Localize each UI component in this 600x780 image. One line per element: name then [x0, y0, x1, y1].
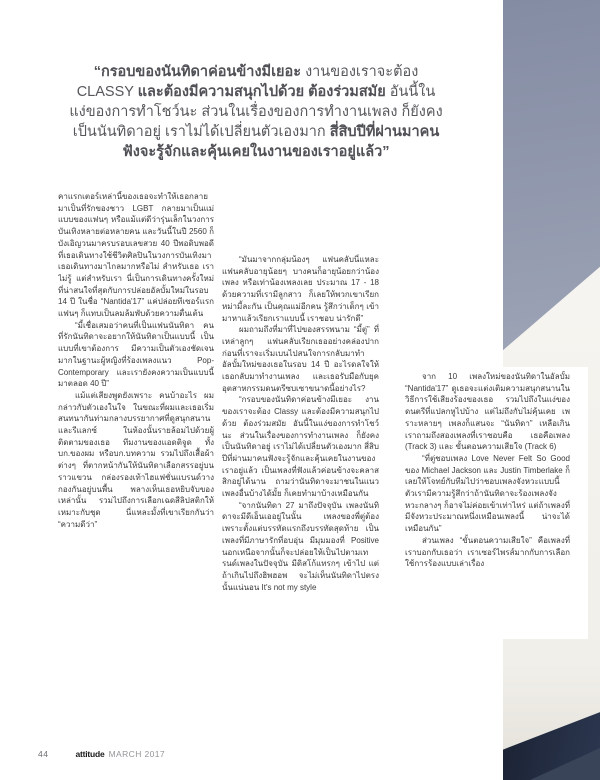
body-column-3	[405, 371, 570, 635]
pull-quote-bold-segment: ฟังจะรู้จักและคุ้นเคยในงานของเราอยู่แล้ว”	[122, 144, 390, 160]
body-paragraph: “มี้เชื่อเสมอว่าคนที่เป็นแฟนนันทิดา คนที่รักนันทิดาจะอยากให้นันทิดาเป็นแบบนี้ เป็นแบบที่เขาต้องการ มีความเป็นตัวเองชัดเจนมากในฐานะผู้หญิงที่ร้องเพลงแนว Pop-Contemporary และเรายังคงความเป็นแบบนี้มาตลอด 40 ปี”	[58, 320, 214, 389]
pull-quote-segment: อันนี้ใน	[389, 84, 436, 100]
body-paragraph: “มันมาจากกลุ่มน้องๆ แฟนคลับนี่แหละ แฟนคลับอายุน้อยๆ บางคนก็อายุน้อยกว่าน้องเพลง หรือเท่าน้องเพลงเลย ประมาณ 17 - 18 ด้วยความที่เรามีลูกสาว ก็เลยให้พวกเขาเรียกหม่ามี้ละกัน เป็นคุณแม่อีกคน รู้สึกว่าเด็กๆ เข้ามาหาแล้วเรียกเราแบบนี้ เราชอบ น่ารักดี”	[222, 255, 379, 323]
body-paragraph: “จากนันทิดา 27 มาถึงปัจจุบัน เพลงนันทิดาจะมีดีเอ็นเออยู่ในนั้น เพลงของพี่ตู่ต้องเพราะตั้งแต่บรรทัดแรกถึงบรรทัดสุดท้าย เป็นเพลงที่มีภาษารักที่อบอุ่น มีมุมมองที่ Positive นอกเหนือจากนั้นก็จะปล่อยให้เป็นไปตามเทรนด์เพลงในปัจจุบัน มีดิสโก้แทรกๆ เข้าไป แต่ถ้าเกินไปถึงฮิพฮอพ จะไม่เห็นนันทิดาไปตรงนั้นแน่นอน It's not my style	[222, 500, 379, 592]
body-paragraph: คาแรกเตอร์เหล่านี้ของเธอจะทำให้เธอกลายมาเป็นที่รักของชาว LGBT กลายมาเป็นแม่แบบของแฟนๆ หรือแม้แต่ดีว่ารุ่นเล็กในวงการบันเทิงหลายต่อหลายคน และวันนี้ในปี 2560 ก็บังเอิญวนมาครบรอบเลขสวย 40 ปีพอดิบพอดีที่เธอเดินทางใช้ชีวิตศิลปินในวงการบันเทิงมา เธอเดินทางมาไกลมากหรือไม่ สำหรับเธอ เราไม่รู้ แต่สำหรับเรา นี่เป็นการเดินทางครั้งใหม่ที่น่าสนใจที่สุดกับการปล่อยอัลบั้มใหม่ในรอบ 14 ปี ในชื่อ “Nantida'17” แค่ปล่อยทีเซอร์แรก แฟนๆ ก็แทบเป็นลมล้มพับด้วยความตื่นเต้น	[58, 192, 214, 319]
body-paragraph: จาก 10 เพลงใหม่ของนันทิดาในอัลบั้ม “Nantida'17” ดูเธอจะแต่งเติมความสนุกสนานในวิธีการใช้เสียงร้องของเธอ รวมไปถึงในแง่ของดนตรีที่แปลกหูไปบ้าง แต่ไม่ถึงกับไม่คุ้นเคย เพราะหลายๆ เพลงก็แสนจะ “นันทิดา” เหลือเกิน เราถามถึงสองเพลงที่เราชอบคือ เธอคือเพลง (Track 3) และ ขั้นตอนความเสียใจ (Track 6)	[405, 372, 570, 452]
body-paragraph: ผมถามถึงที่มาที่ไปของสรรพนาม “มี้ตู่” ที่เหล่าลูกๆ แฟนคลับเรียกเธออย่างคล่องปาก ก่อนที่เราจะเริ่มเบนไปสนใจการกลับมาทำอัลบั้มใหม่ของเธอในรอบ 14 ปี อะไรดลใจให้เธอกลับมาทำงานเพลง และเธอรับมือกับยุคอุตสาหกรรมดนตรีซบเซาขนาดนี้อย่างไร?	[222, 325, 379, 393]
pull-quote-line	[58, 62, 454, 82]
pull-quote-line	[58, 82, 454, 102]
body-column-1	[58, 191, 214, 663]
body-paragraph: ส่วนเพลง “ขั้นตอนความเสียใจ” คือเพลงที่เราบอกกับเธอว่า เราเซอร์ไพรส์มากกับการเลือกใช้การร้องแบบเล่าเรื่อง	[405, 535, 570, 569]
body-paragraph: “กรอบของนันทิดาค่อนข้างมีเยอะ งานของเราจะต้อง Classy และต้องมีความสนุกไปด้วย ต้องร่วมสมัย อันนี้ในแง่ของการทำโชว์นะ ส่วนในเรื่องของการทำงานเพลง ก็ยังคงเป็นนันทิดาอยู่ เราไม่ได้เปลี่ยนตัวเองมาก สี่สิบปีที่ผ่านมาคนฟังจะรู้จักและคุ้นเคยในงานของเราอยู่แล้ว เป็นเพลงที่ฟังแล้วค่อนข้างจะคลาสสิกอยู่ได้นาน ถามว่านันทิดาจะมาชนในแนวเพลงอื่นบ้างได้มั้ย ก็เคยทำมาบ้างเหมือนกัน	[222, 395, 379, 499]
pull-quote-line	[58, 122, 454, 142]
pull-quote-bold-segment: สี่สิบปีที่ผ่านมาคน	[329, 124, 440, 140]
pull-quote-segment: CLASSY	[76, 84, 138, 100]
pull-quote	[58, 62, 454, 162]
pull-quote-bold-segment: และต้องมีความสนุกไปด้วย ต้องร่วมสมัย	[137, 84, 390, 100]
pull-quote-bold-segment: “กรอบของนันทิดาค่อนข้างมีเยอะ	[93, 64, 306, 80]
issue-date: MARCH 2017	[108, 749, 165, 759]
page-number: 44	[38, 749, 49, 759]
page-footer	[38, 749, 165, 759]
pull-quote-line	[58, 102, 454, 122]
pull-quote-segment: งานของเราจะต้อง	[305, 64, 419, 80]
body-paragraph: แม้แต่เสียงพูดยังเพราะ คนบ้าอะไร ผมกล่าวกับตัวเองในใจ ในขณะที่ผมและเธอเริ่มสนทนากันท่ามกลางบรรยากาศที่ดูสนุกสนานและรีแลกซ์ ในห้องนั้นรายล้อมไปด้วยผู้ติดตามของเธอ ทีมงานของแอดติจูด ทั้ง บก.ของผม หรือบก.บทความ รวมไปถึงเสื้อผ้าต่างๆ ที่ตากหน้ากันให้นันทิดาเลือกสรรอยู่บนราวแขวน กล่องรองเท้าไฮแฟชั่นแบรนด์วางกองกันอยู่บนพื้น พลางเห็นเธอหยิบจับของเหล่านั้น รวมไปถึงการเลือกเฉดสีลิปสติกให้เหมาะกับชุด นี่แหละมั้งที่เขาเรียกกันว่า “ความดีว่า”	[58, 390, 214, 529]
body-column-2	[222, 254, 379, 760]
pull-quote-segment: เป็นนันทิดาอยู่ เราไม่ได้เปลี่ยนตัวเองมาก	[72, 124, 330, 140]
pull-quote-line	[58, 142, 454, 162]
magazine-logo: attitude	[75, 749, 105, 759]
body-paragraph: “ที่ตู่ชอบเพลง Love Never Felt So Good ของ Michael Jackson และ Justin Timberlake ก็เลยให้โจทย์กับทีมไปว่าชอบเพลงจังหวะแบบนี้ ตัวเรามีความรู้สึกว่าถ้านันทิดาจะร้องเพลงจังหวะกลางๆ ก็อาจไม่ค่อยเข้าเท่าไหร่ แต่ถ้าเพลงที่มีจังหวะประมาณหนึ่งเหมือนเพลงนี้ น่าจะได้เหมือนกัน”	[405, 453, 570, 534]
pull-quote-segment: แง่ของการทำโชว์นะ ส่วนในเรื่องของการทำงานเพลง ก็ยังคง	[69, 104, 443, 120]
